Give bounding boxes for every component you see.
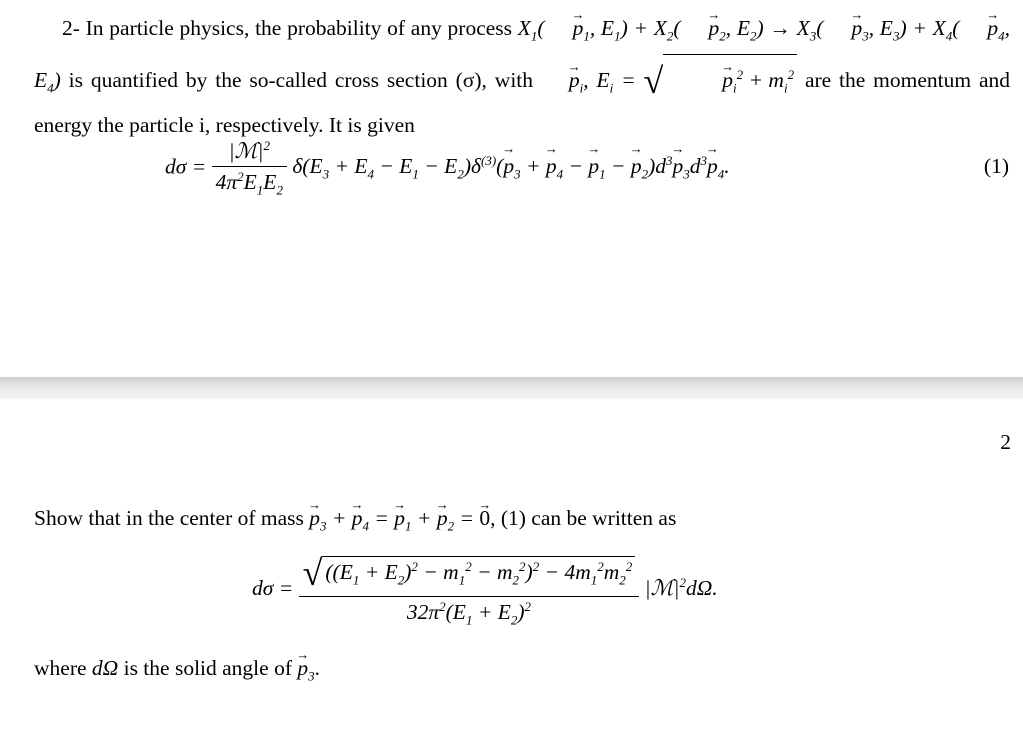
cm-condition: → $p_3$ + → $p_4$ = → $p_1$ + → $p_2$ = → 0, xyxy=(309,506,501,530)
problem-paragraph xyxy=(34,10,1010,143)
eq2-lhs: dσ = xyxy=(252,576,294,601)
energy-definition: → $p_i$, $E_i$ = √→ $p_i^2 + m_i^2$ xyxy=(541,68,805,92)
equation-number: (1) xyxy=(983,154,1009,178)
eq2-rest: $|ℳ|^2d\Omega$. xyxy=(644,575,718,601)
page-separator xyxy=(0,377,1023,399)
eq1-fraction: $\frac{|ℳ|^2}{4\pi^2E_1E_2}$ xyxy=(212,138,287,199)
equation-2 xyxy=(0,552,1023,642)
page-number: 2 xyxy=(1000,430,1011,454)
eq1-lhs: dσ = xyxy=(165,154,207,179)
second-paragraph xyxy=(34,500,1010,544)
eq1-rest: $\delta(E_3 + E_4 - E_1 - E_2)\delta^{(3)}(\to p_3$ + → $p_4$ − → $p_1$ − → $p_2)d^3\to p_3d^3\to p_4$. xyxy=(292,154,729,178)
where-text: where dΩ is the solid angle of → $p_3$. xyxy=(34,650,1010,694)
intro-prefix: 2- In particle physics, the probability of any process xyxy=(62,16,513,40)
eq2-fraction: $\frac{√ ((E_1 + E_2)^2 - m_1^2 - m_2^2)^2 - 4m_1^2m_2^2}{32\pi^2(E_1 + E_2)^2}$ xyxy=(299,552,640,628)
equation-1 xyxy=(0,138,1023,198)
process-expression: $X_1(\to p_1$, $E_1) + X_2(\to p_2$, $E_2) \to X_3(\to p_3$, $E_3) + X_4(\to p_4$, $E_4$) xyxy=(34,16,1010,92)
definition-suffix: are the momentum and energy the particle i, respectively. It is given xyxy=(34,68,1011,137)
second-suffix: (1) can be written as xyxy=(500,506,677,530)
intro-suffix: is quantified by the so-called cross section (σ), with xyxy=(68,68,534,93)
second-prefix: Show that in the center of mass xyxy=(34,506,304,530)
